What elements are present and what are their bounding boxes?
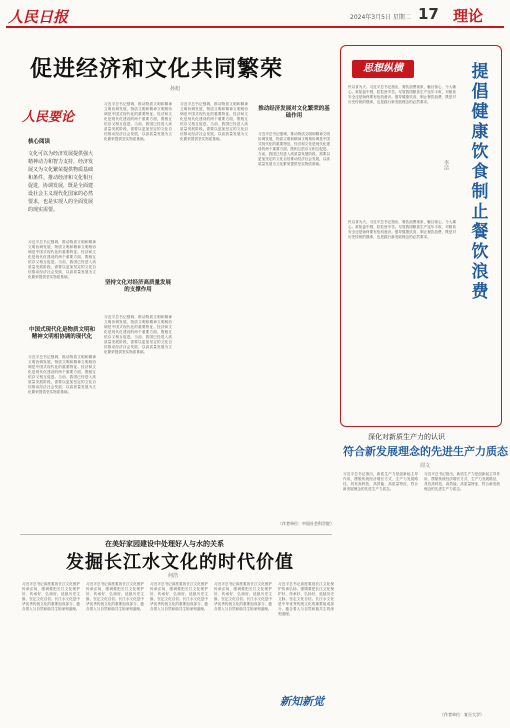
article3-author: 周文 (420, 463, 431, 469)
article3-col2-text: 习近平总书记指出，新质生产力是创新起主导作用，摆脱传统经济增长方式、生产力发展路径，具有高科技、高效能、高质量特征，符合新发展理念的先进生产力质态。 (424, 472, 500, 491)
article1-subheading1: 中国式现代化是物质文明和精神文明相协调的现代化 (28, 327, 95, 340)
section-name: 理论 (453, 7, 484, 25)
sidebar-author: 李洁 (443, 160, 449, 170)
article2-kicker: 在美好家园建设中处理好人与水的关系 (105, 540, 224, 548)
article2-col2-text: 习近平总书记高度重视长江文化保护传承弘扬，强调要把长江文化保护好、传承好、弘扬好，延续历史文脉，坚定文化自信。长江水文化是中华优秀传统文化的重要组成部分，蕴含着人与自然和谐共生的深刻道理。 (86, 582, 144, 611)
article3-col1-text: 习近平总书记指出，新质生产力是创新起主导作用，摆脱传统经济增长方式、生产力发展路径，具有高科技、高效能、高质量特征，符合新发展理念的先进生产力质态。 (343, 472, 418, 491)
article1-title: 促进经济和文化共同繁荣 (30, 57, 284, 82)
article1-subheading2: 坚持文化对经济高质量发展的支撑作用 (104, 280, 171, 293)
article1-author: 孙旭 (170, 86, 181, 92)
article2-title: 发掘长江水文化的时代价值 (66, 552, 294, 573)
article3-title: 符合新发展理念的先进生产力质态 (343, 445, 508, 458)
sidebar-text2: 民以食为天。习近平总书记指出，餐饮浪费现象，触目惊心、令人痛心。谁知盘中餐，粒粒皆辛苦。尽管我国粮食生产连年丰收，对粮食安全还是始终要有危机意识。倡导健康饮食、制止餐饮浪费，既是对历史传统的继承，也是践行新发展理念的必然要求。 (348, 220, 456, 239)
article2-col1-text: 习近平总书记高度重视长江文化保护传承弘扬，强调要把长江文化保护好、传承好、弘扬好，延续历史文脉，坚定文化自信。长江水文化是中华优秀传统文化的重要组成部分，蕴含着人与自然和谐共生的深刻道理。 (22, 582, 80, 611)
article2-author: 何浩 (168, 573, 179, 579)
column-brand-text: 人民要论 (22, 110, 75, 125)
corner-brand: 新知新觉 (280, 695, 324, 708)
article1-col2-text: 习近平总书记强调，推动物质文明和精神文明协调发展，物质文明和精神文明相协调是中国式现代化的重要特征。经济和文化是现代化建设的两个重要方面，既相互依存又相互促进。当前，我国已经进入高质量发展阶段，需要以更加坚定的文化自信推动经济社会发展，以高质量发展为文化繁荣提供坚实物质基础。 (104, 102, 172, 141)
article2-col5-text: 习近平总书记高度重视长江文化保护传承弘扬，强调要把长江文化保护好、传承好、弘扬好，延续历史文脉，坚定文化自信。长江水文化是中华优秀传统文化的重要组成部分，蕴含着人与自然和谐共生的深刻道理。 (278, 582, 334, 616)
article2-divider (20, 534, 332, 535)
article1-col1-text: 习近平总书记强调，推动物质文明和精神文明协调发展，物质文明和精神文明相协调是中国式现代化的重要特征。经济和文化是现代化建设的两个重要方面，既相互依存又相互促进。当前，我国已经进入高质量发展阶段，需要以更加坚定的文化自信推动经济社会发展，以高质量发展为文化繁荣提供坚实物质基础。 (28, 240, 96, 279)
article1-col4-text: 习近平总书记强调，推动物质文明和精神文明协调发展，物质文明和精神文明相协调是中国式现代化的重要特征。经济和文化是现代化建设的两个重要方面，既相互依存又相互促进。当前，我国已经进入高质量发展阶段，需要以更加坚定的文化自信推动经济社会发展，以高质量发展为文化繁荣提供坚实物质基础。 (258, 132, 330, 166)
newspaper-logo: 人民日报 (8, 8, 69, 26)
summary-text: 文化可以为经济发展提供强大精神动力和智力支持，经济发展又为文化繁荣提供物质基础和条件。推动经济和文化相互促进，协调发展，既是全面建设社会主义现代化国家的必然要求，也是实现人的全面发展的现实需要。 (28, 151, 94, 213)
issue-date: 2024年3月5日 星期二 (350, 14, 411, 21)
sidebar-label: 思想纵横 (352, 60, 414, 78)
sidebar-title: 提倡健康饮食 制止餐饮浪费 (471, 62, 489, 302)
masthead (6, 6, 504, 28)
page-number: 17 (418, 5, 439, 23)
article3-kicker: 深化对新质生产力的认识 (368, 433, 445, 441)
article1-col1-text2: 习近平总书记强调，推动物质文明和精神文明协调发展，物质文明和精神文明相协调是中国式现代化的重要特征。经济和文化是现代化建设的两个重要方面，既相互依存又相互促进。当前，我国已经进入高质量发展阶段，需要以更加坚定的文化自信推动经济社会发展，以高质量发展为文化繁荣提供坚实物质基础。 (28, 355, 96, 394)
article1-col3-text: 习近平总书记强调，推动物质文明和精神文明协调发展，物质文明和精神文明相协调是中国式现代化的重要特征。经济和文化是现代化建设的两个重要方面，既相互依存又相互促进。当前，我国已经进入高质量发展阶段，需要以更加坚定的文化自信推动经济社会发展，以高质量发展为文化繁荣提供坚实物质基础。 (180, 102, 248, 141)
column-brand (22, 106, 74, 125)
article3-footer: （作者单位：复旦大学） (440, 712, 484, 717)
article2-col4-text: 习近平总书记高度重视长江文化保护传承弘扬，强调要把长江文化保护好、传承好、弘扬好，延续历史文脉，坚定文化自信。长江水文化是中华优秀传统文化的重要组成部分，蕴含着人与自然和谐共生的深刻道理。 (214, 582, 272, 611)
article1-footer: （作者单位：中国社会科学院） (278, 521, 334, 526)
sidebar-text1: 民以食为天。习近平总书记指出，餐饮浪费现象，触目惊心、令人痛心。谁知盘中餐，粒粒皆辛苦。尽管我国粮食生产连年丰收，对粮食安全还是始终要有危机意识。倡导健康饮食、制止餐饮浪费，既是对历史传统的继承，也是践行新发展理念的必然要求。 (348, 85, 456, 104)
article2-col3-text: 习近平总书记高度重视长江文化保护传承弘扬，强调要把长江文化保护好、传承好、弘扬好，延续历史文脉，坚定文化自信。长江水文化是中华优秀传统文化的重要组成部分，蕴含着人与自然和谐共生的深刻道理。 (150, 582, 208, 611)
article1-col2-text2: 习近平总书记强调，推动物质文明和精神文明协调发展，物质文明和精神文明相协调是中国式现代化的重要特征。经济和文化是现代化建设的两个重要方面，既相互依存又相互促进。当前，我国已经进入高质量发展阶段，需要以更加坚定的文化自信推动经济社会发展，以高质量发展为文化繁荣提供坚实物质基础。 (104, 315, 172, 354)
article1-subheading3: 推动经济发展对文化繁荣的基础作用 (258, 106, 330, 119)
summary-label: 核心阅读 (28, 139, 51, 145)
